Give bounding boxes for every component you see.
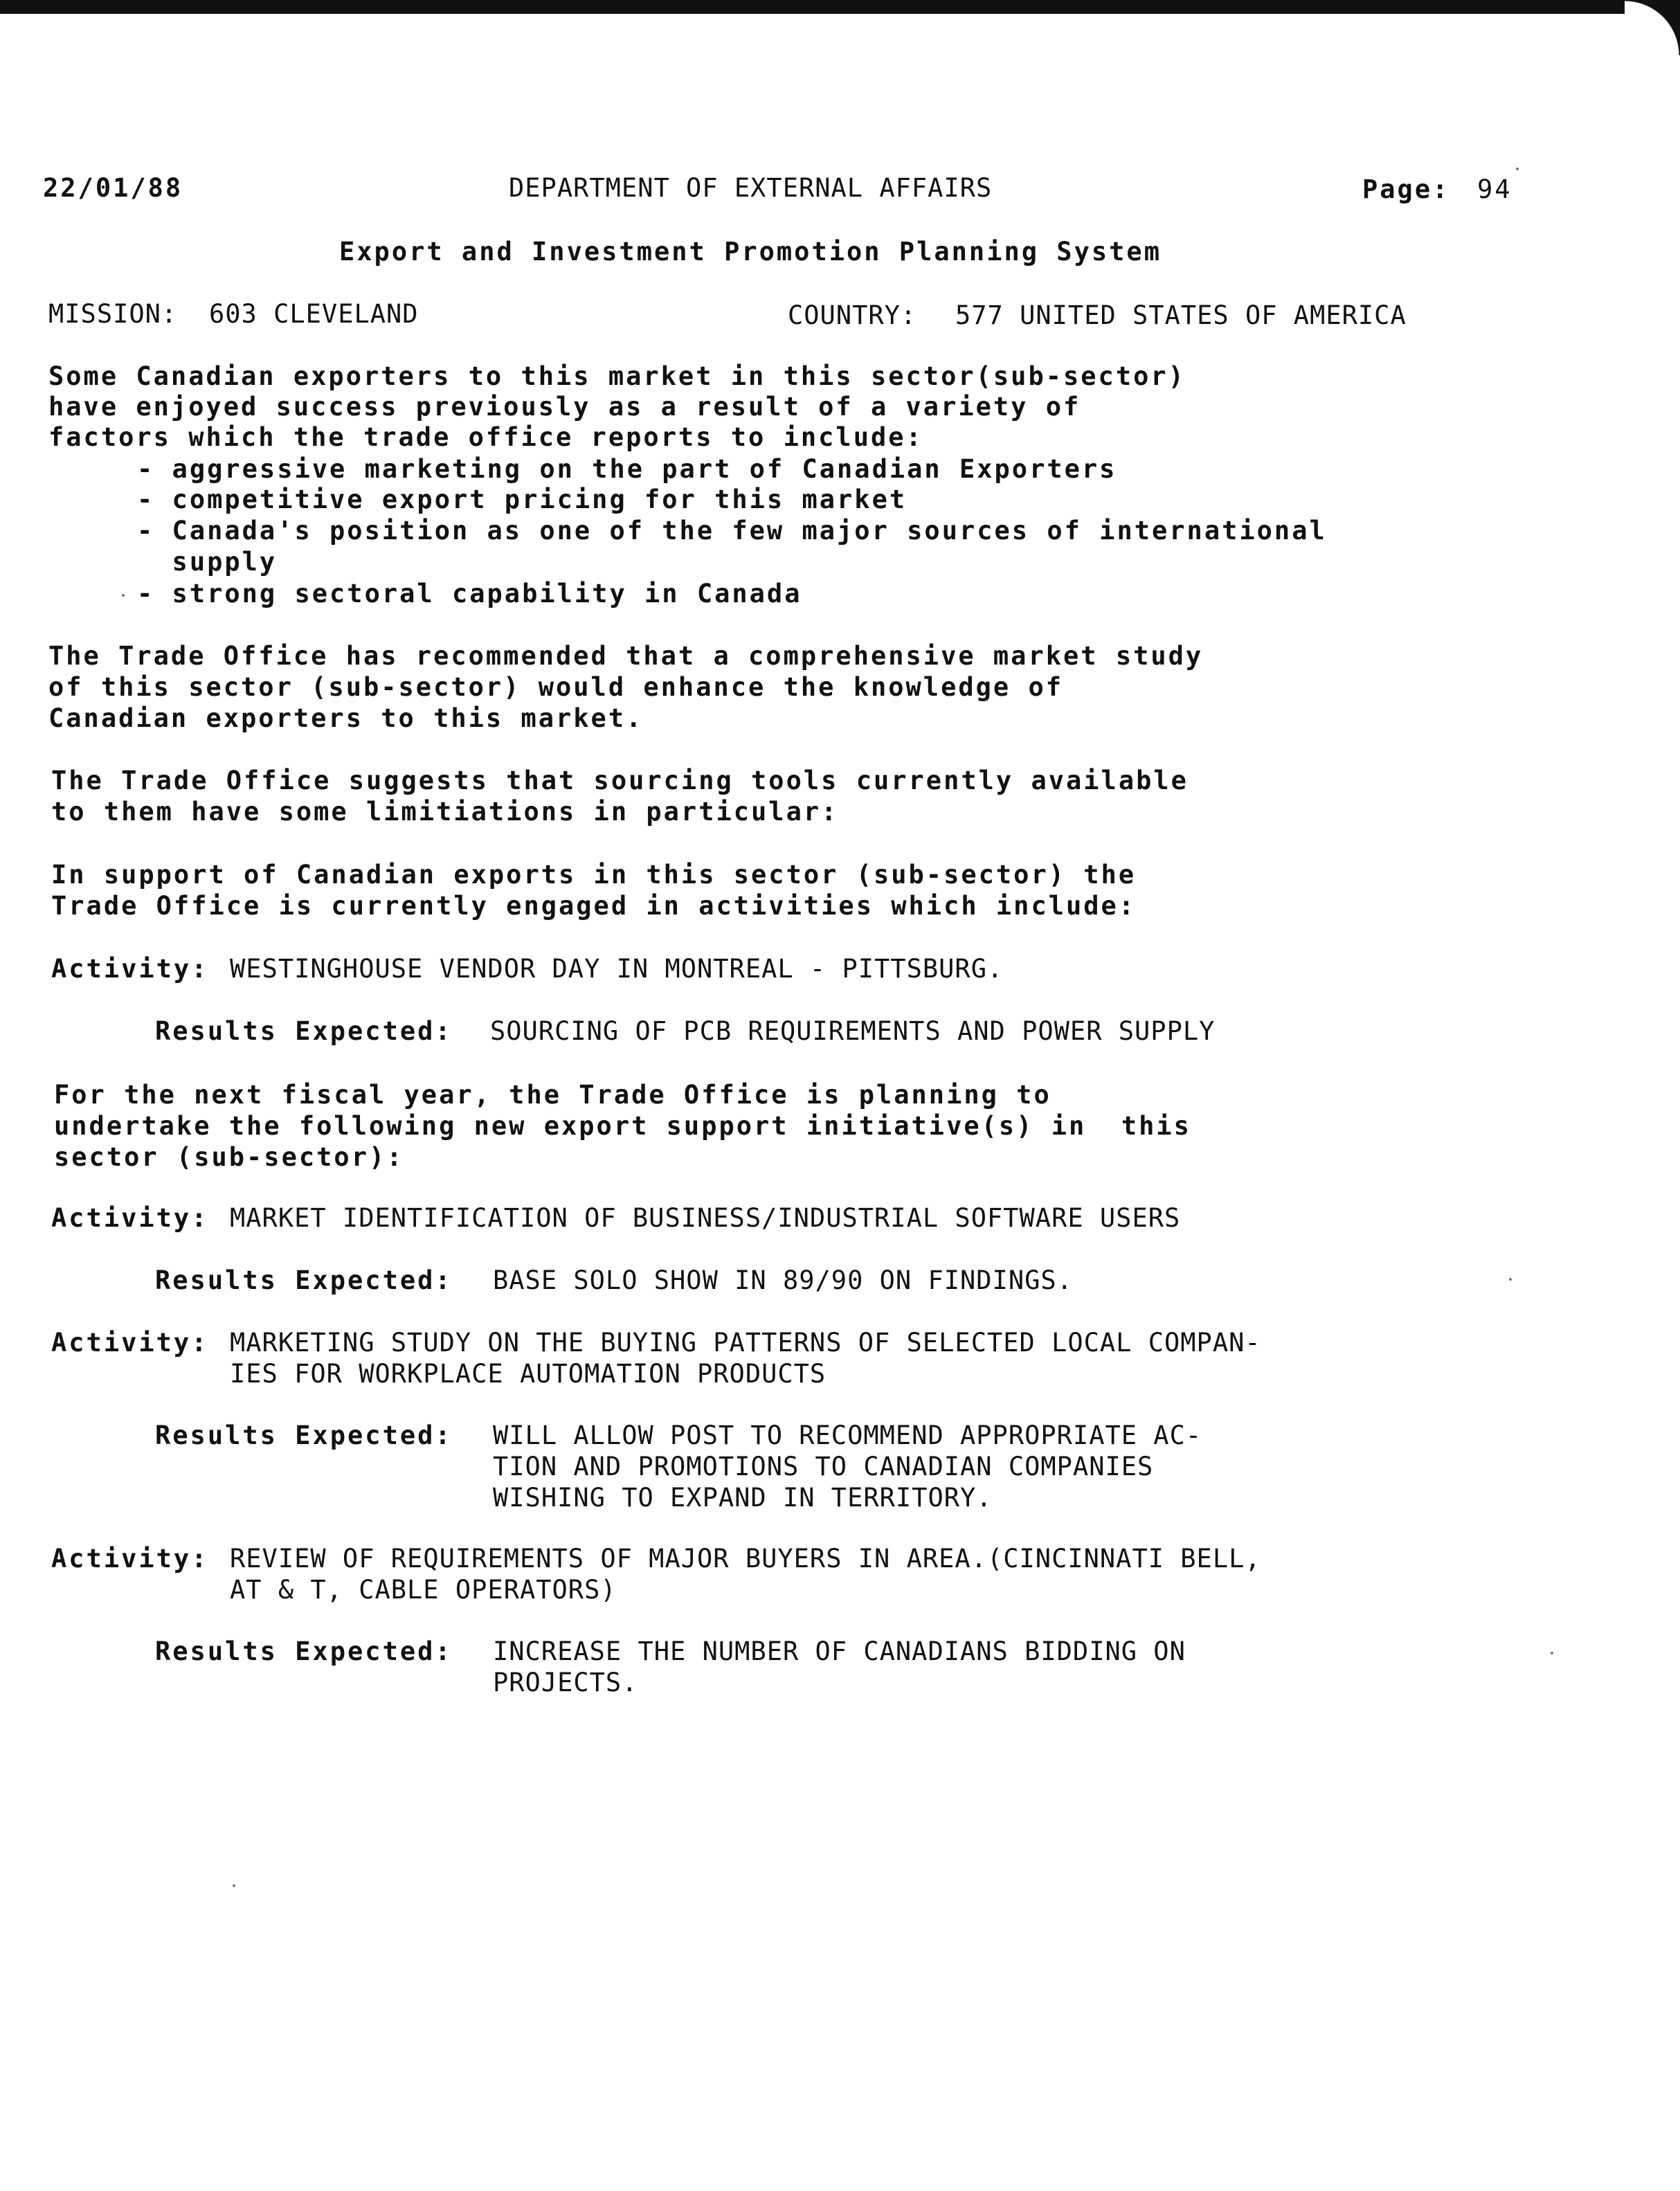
activity-label: Activity: bbox=[51, 1203, 209, 1233]
intro-line: factors which the trade office reports to include: bbox=[48, 422, 923, 452]
results-label: Results Expected: bbox=[155, 1421, 453, 1450]
activity-text: AT & T, CABLE OPERATORS) bbox=[230, 1575, 617, 1605]
intro-bullet: - competitive export pricing for this market bbox=[137, 485, 907, 514]
department-title: DEPARTMENT OF EXTERNAL AFFAIRS bbox=[509, 173, 993, 203]
results-text: SOURCING OF PCB REQUIREMENTS AND POWER SUPPLY bbox=[490, 1016, 1216, 1046]
study-line: of this sector (sub-sector) would enhance the knowledge of bbox=[48, 672, 1064, 702]
country-value: 577 UNITED STATES OF AMERICA bbox=[955, 300, 1407, 330]
scan-speck bbox=[122, 594, 125, 597]
mission-value: 603 CLEVELAND bbox=[209, 299, 419, 329]
activity-label: Activity: bbox=[51, 1328, 209, 1358]
next-year-line: sector (sub-sector): bbox=[54, 1142, 404, 1172]
support-line: Trade Office is currently engaged in activities which include: bbox=[51, 891, 1137, 921]
study-line: The Trade Office has recommended that a comprehensive market study bbox=[48, 641, 1204, 671]
activity-label: Activity: bbox=[51, 1544, 209, 1574]
scan-speck bbox=[233, 1884, 235, 1887]
sourcing-line: to them have some limitiations in particular: bbox=[51, 797, 839, 827]
results-label: Results Expected: bbox=[155, 1016, 453, 1046]
activity-text: MARKETING STUDY ON THE BUYING PATTERNS OF SELECTED LOCAL COMPAN- bbox=[230, 1328, 1261, 1358]
intro-bullet: - Canada's position as one of the few major sources of international bbox=[137, 516, 1327, 546]
results-label: Results Expected: bbox=[155, 1265, 453, 1295]
results-text: WILL ALLOW POST TO RECOMMEND APPROPRIATE AC- bbox=[493, 1421, 1202, 1450]
next-year-line: undertake the following new export support initiative(s) in this bbox=[54, 1111, 1191, 1141]
activity-text: WESTINGHOUSE VENDOR DAY IN MONTREAL - PITTSBURG. bbox=[230, 954, 1004, 984]
intro-line: Some Canadian exporters to this market in this sector(sub-sector) bbox=[48, 361, 1186, 391]
intro-bullet: supply bbox=[137, 547, 278, 577]
intro-line: have enjoyed success previously as a result of a variety of bbox=[48, 392, 1081, 422]
scan-speck bbox=[1551, 1652, 1553, 1654]
results-text: WISHING TO EXPAND IN TERRITORY. bbox=[493, 1483, 993, 1513]
activity-text: MARKET IDENTIFICATION OF BUSINESS/INDUSTRIAL SOFTWARE USERS bbox=[230, 1203, 1181, 1233]
page-number: 94 bbox=[1477, 174, 1512, 204]
activity-text: REVIEW OF REQUIREMENTS OF MAJOR BUYERS IN AREA.(CINCINNATI BELL, bbox=[230, 1544, 1261, 1574]
next-year-line: For the next fiscal year, the Trade Office is planning to bbox=[54, 1080, 1051, 1110]
support-line: In support of Canadian exports in this sector (sub-sector) the bbox=[51, 860, 1137, 890]
study-line: Canadian exporters to this market. bbox=[48, 703, 644, 733]
results-text: BASE SOLO SHOW IN 89/90 ON FINDINGS. bbox=[493, 1265, 1073, 1295]
report-date: 22/01/88 bbox=[43, 173, 183, 203]
intro-bullet: - strong sectoral capability in Canada bbox=[137, 579, 802, 608]
intro-bullet: - aggressive marketing on the part of Canadian Exporters bbox=[137, 454, 1117, 484]
activity-label: Activity: bbox=[51, 954, 209, 984]
mission-label: MISSION: bbox=[48, 299, 178, 329]
results-text: INCREASE THE NUMBER OF CANADIANS BIDDING ON bbox=[493, 1637, 1186, 1666]
scan-speck bbox=[1516, 168, 1519, 170]
sourcing-line: The Trade Office suggests that sourcing tools currently available bbox=[51, 766, 1189, 795]
activity-text: IES FOR WORKPLACE AUTOMATION PRODUCTS bbox=[230, 1359, 827, 1389]
results-text: TION AND PROMOTIONS TO CANADIAN COMPANIES bbox=[493, 1452, 1154, 1481]
results-text: PROJECTS. bbox=[493, 1668, 638, 1697]
country-label: COUNTRY: bbox=[788, 300, 917, 330]
scan-speck bbox=[1509, 1278, 1512, 1281]
page-label: Page: bbox=[1362, 174, 1450, 204]
results-label: Results Expected: bbox=[155, 1637, 453, 1666]
system-title: Export and Investment Promotion Planning System bbox=[339, 237, 1162, 267]
